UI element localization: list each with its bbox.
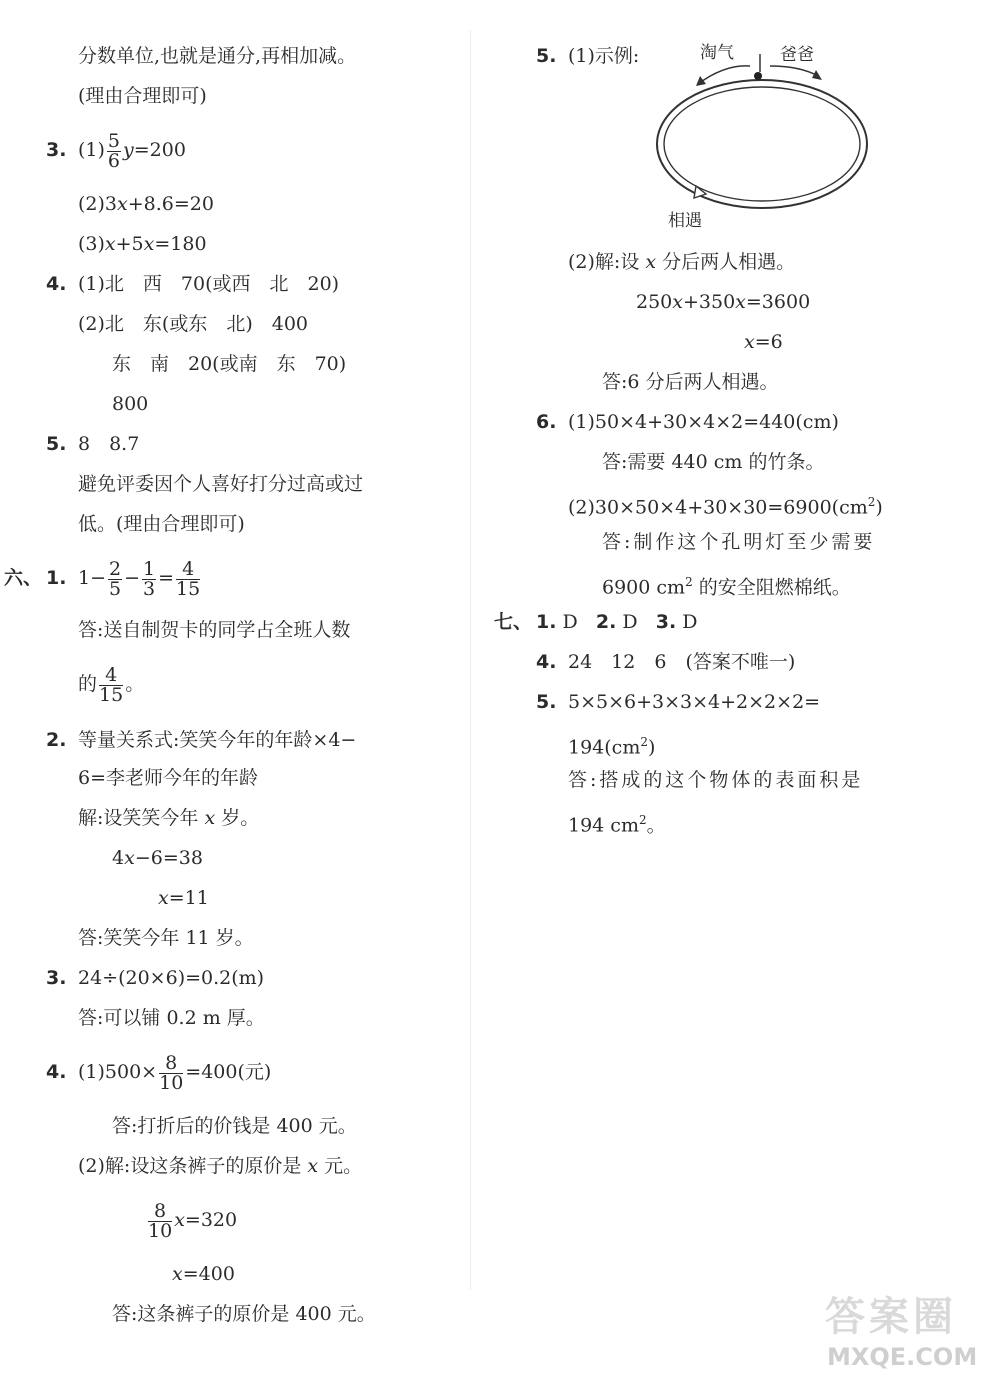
- answer-line: 答:打折后的价钱是 400 元。: [112, 1115, 357, 1137]
- text-line: 8 8.7: [78, 433, 140, 455]
- answer-line: 的 $\frac{4}{15}$ 。: [78, 663, 145, 706]
- text-line: 等量关系式:笑笑今年的年龄×4−: [78, 729, 357, 751]
- equation: (1)50×4+30×4×2=440(cm): [568, 411, 839, 433]
- fraction: $\frac{8}{10}$: [148, 1199, 173, 1242]
- answer-line: 答:送自制贺卡的同学占全班人数: [78, 619, 351, 641]
- label-meet: 相遇: [668, 211, 702, 231]
- question-number: 6.: [536, 411, 557, 433]
- equation: 250x+350x=3600: [636, 291, 811, 313]
- answer-line: 194 $cm^2$。: [568, 813, 666, 837]
- watermark-text: 答案圈: [825, 1294, 957, 1340]
- answer-line: 答:笑笑今年 11 岁。: [78, 927, 254, 949]
- text-line: 分数单位,也就是通分,再相加减。: [78, 45, 357, 67]
- equation: x=400: [172, 1263, 235, 1285]
- equation: x=6: [744, 331, 783, 353]
- text-line: 解:设笑笑今年 x 岁。: [78, 807, 260, 829]
- question-number: 4.: [46, 1061, 67, 1083]
- answer-row: 1. D 2. D 3. D: [536, 611, 698, 633]
- fraction: $\frac{5}{6}$: [107, 129, 121, 172]
- answer-line: 答:这条裤子的原价是 400 元。: [112, 1303, 376, 1325]
- answer-line: 答:需要 440 cm 的竹条。: [602, 451, 825, 473]
- question-number: 4.: [46, 273, 67, 295]
- equation: (3)x+5x=180: [78, 233, 207, 255]
- text-line: 6=李老师今年的年龄: [78, 767, 259, 789]
- label-taoqi: 淘气: [700, 43, 734, 63]
- question-number: 3.: [46, 967, 67, 989]
- fraction: $\frac{8}{10}$: [159, 1051, 184, 1094]
- equation: $194(cm^2)$: [568, 735, 656, 759]
- text-line: 避免评委因个人喜好打分过高或过: [78, 473, 364, 495]
- label-baba: 爸爸: [780, 45, 814, 65]
- fraction: $\frac{1}{3}$: [143, 557, 156, 600]
- equation: (2)3x+8.6=20: [78, 193, 214, 215]
- arrow-right-head: [812, 70, 822, 80]
- equation: x=11: [158, 887, 209, 909]
- section-label: 六、: [4, 567, 43, 589]
- question-number: 5.: [536, 45, 557, 67]
- track-diagram: [640, 36, 880, 236]
- question-number: 2.: [46, 729, 67, 751]
- equation: 4x−6=38: [112, 847, 203, 869]
- equation: (1) $\frac{5}{6}$ y=200: [78, 129, 186, 172]
- arrow-left-head: [696, 76, 706, 86]
- track-outer: [657, 80, 867, 208]
- watermark-logo: [825, 1285, 995, 1380]
- answer-line: 答:可以铺 0.2 m 厚。: [78, 1007, 265, 1029]
- fraction: $\frac{4}{15}$: [99, 663, 124, 706]
- column-divider: [470, 30, 471, 1290]
- text-line: (理由合理即可): [78, 85, 207, 107]
- equation: 5×5×6+3×3×4+2×2×2=: [568, 691, 821, 713]
- question-number: 5.: [46, 433, 67, 455]
- text-line: 东 南 20(或南 东 70): [112, 353, 347, 375]
- text-line: 800: [112, 393, 149, 415]
- track-inner: [664, 87, 860, 201]
- answer-line: 答:制作这个孔明灯至少需要: [602, 531, 876, 553]
- fraction: $\frac{4}{15}$: [176, 557, 201, 600]
- text-line: (2)北 东(或东 北) 400: [78, 313, 309, 335]
- watermark-url: MXQE.COM: [827, 1343, 978, 1371]
- equation: $(2)30\times 50\times 4+30\times 30=6900(cm^2)$: [568, 495, 883, 519]
- text-line: (2)解:设 x 分后两人相遇。: [568, 251, 796, 273]
- equation: 24÷(20×6)=0.2(m): [78, 967, 265, 989]
- start-point: [754, 72, 762, 80]
- question-number: 5.: [536, 691, 557, 713]
- equation: $\frac{8}{10}$ x=320: [148, 1199, 238, 1242]
- equation: 1− $\frac{2}{5}$ − $\frac{1}{3}$ = $\frac{4}{15}$: [78, 557, 201, 600]
- fraction: $\frac{2}{5}$: [109, 557, 122, 600]
- answer-line: 6900 $cm^2$ 的安全阻燃棉纸。: [602, 575, 851, 599]
- text-line: 低。(理由合理即可): [78, 513, 245, 535]
- answer-line: 答:搭成的这个物体的表面积是: [568, 769, 864, 791]
- equation: (1)500× $\frac{8}{10}$ =400(元): [78, 1051, 272, 1094]
- text-line: (2)解:设这条裤子的原价是 x 元。: [78, 1155, 363, 1177]
- question-number: 3.: [46, 139, 67, 161]
- text-line: 24 12 6 (答案不唯一): [568, 651, 796, 673]
- answer-line: 答:6 分后两人相遇。: [602, 371, 779, 393]
- section-label: 七、: [494, 611, 533, 633]
- text-line: (1)北 西 70(或西 北 20): [78, 273, 340, 295]
- question-number: 1.: [46, 567, 67, 589]
- question-number: 4.: [536, 651, 557, 673]
- text-line: (1)示例:: [568, 45, 640, 67]
- arrow-right: [770, 66, 818, 76]
